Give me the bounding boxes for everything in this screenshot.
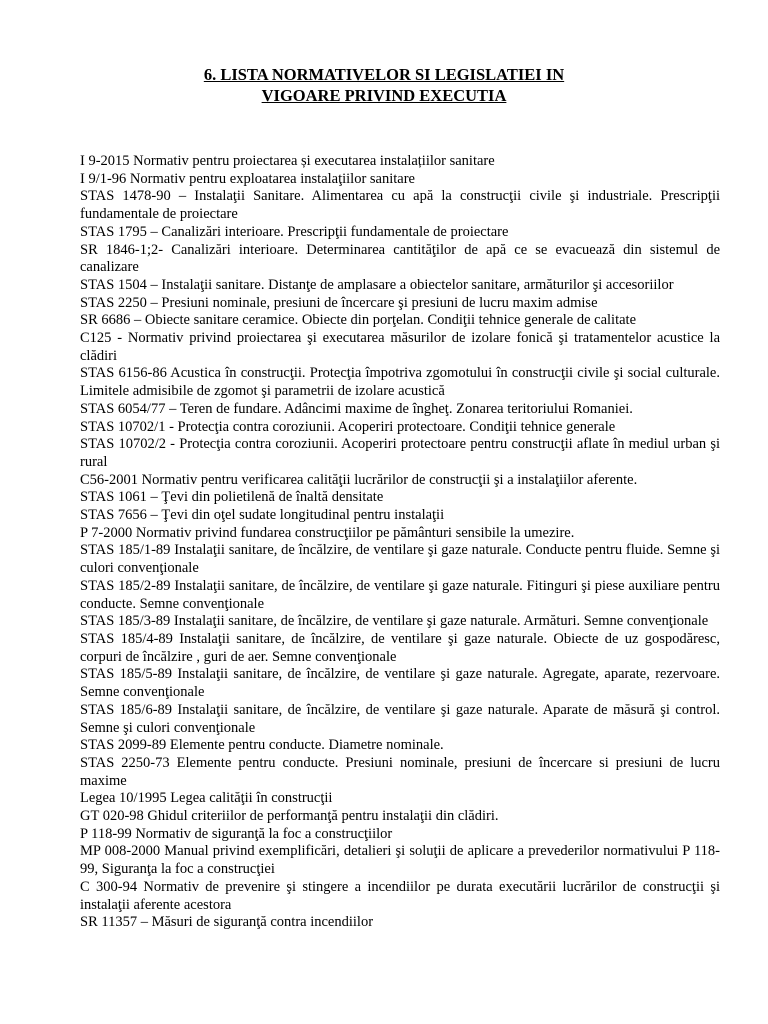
- list-item: SR 6686 – Obiecte sanitare ceramice. Obiecte din porţelan. Condiţii tehnice generale de calitate: [80, 312, 637, 329]
- standards-list: [80, 153, 720, 932]
- list-item: STAS 6054/77 – Teren de fundare. Adâncimi maxime de îngheţ. Zonarea teritoriului Romaniei.: [80, 400, 633, 417]
- list-item: C125 - Normativ privind proiectarea şi executarea măsurilor de izolare fonică şi tratamentelor acustice la clădiri: [80, 330, 720, 364]
- list-item: P 118-99 Normativ de siguranţă la foc a construcţiilor: [80, 825, 393, 842]
- list-item: SR 1846-1;2- Canalizări interioare. Determinarea cantităţilor de apă ce se evacuează din sistemul de canalizare: [80, 241, 720, 276]
- list-item: STAS 7656 – Ţevi din oţel sudate longitudinal pentru instalaţii: [80, 507, 445, 524]
- list-item: STAS 6156-86 Acustica în construcţii. Protecţia împotriva zgomotului în construcţii civile şi social culturale. Limitele admisibile de zgomot şi parametrii de izolare acustică: [80, 365, 720, 400]
- list-item: STAS 185/2-89 Instalaţii sanitare, de încălzire, de ventilare şi gaze naturale. Fitinguri şi piese auxiliare pentru conducte. Semne convenţionale: [80, 577, 720, 612]
- title-line-2: VIGOARE PRIVIND EXECUTIA: [261, 86, 507, 105]
- list-item: STAS 185/1-89 Instalaţii sanitare, de încălzire, de ventilare şi gaze naturale. Conducte pentru fluide. Semne şi culori convenţionale: [80, 542, 720, 577]
- list-item: C56-2001 Normativ pentru verificarea calităţii lucrărilor de construcţii şi a instalaţiilor aferente.: [80, 471, 638, 488]
- title-line-1: 6. LISTA NORMATIVELOR SI LEGISLATIEI IN: [203, 65, 565, 84]
- list-item: STAS 1061 – Ţevi din polietilenă de înaltă densitate: [80, 489, 384, 506]
- list-item: STAS 2099-89 Elemente pentru conducte. Diametre nominale.: [80, 737, 444, 754]
- list-item: STAS 10702/1 - Protecţia contra coroziunii. Acoperiri protectoare. Condiţii tehnice generale: [80, 418, 616, 435]
- list-item: STAS 185/3-89 Instalaţii sanitare, de încălzire, de ventilare şi gaze naturale. Armături. Semne convenţionale: [80, 613, 709, 630]
- list-item: STAS 185/4-89 Instalaţii sanitare, de încălzire, de ventilare şi gaze naturale. Obiecte de uz gospodăresc, corpuri de încălzire , guri de aer. Semne convenţionale: [80, 630, 720, 665]
- list-item: SR 11357 – Măsuri de siguranţă contra incendiilor: [80, 914, 374, 931]
- list-item: STAS 1478-90 – Instalaţii Sanitare. Alimentarea cu apă la construcţii civile şi industriale. Prescripţii fundamentale de proiectare: [80, 188, 720, 223]
- list-item: P 7-2000 Normativ privind fundarea construcţiilor pe pământuri sensibile la umezire.: [80, 524, 575, 541]
- list-item: STAS 1795 – Canalizări interioare. Prescripţii fundamentale de proiectare: [80, 223, 509, 240]
- list-item: Legea 10/1995 Legea calităţii în construcţii: [80, 790, 333, 807]
- list-item: STAS 10702/2 - Protecţia contra coroziunii. Acoperiri protectoare pentru construcţii aflate în mediul urban şi rural: [80, 436, 720, 470]
- document-title: [0, 64, 768, 106]
- list-item: I 9-2015 Normativ pentru proiectarea și executarea instalațiilor sanitare: [80, 153, 495, 169]
- list-item: C 300-94 Normativ de prevenire şi stingere a incendiilor pe durata executării lucrărilor de construcţii şi instalaţii aferente acestora: [80, 878, 720, 913]
- list-item: MP 008-2000 Manual privind exemplificări, detalieri şi soluţii de aplicare a prevederilor normativului P 118-99, Siguranţa la foc a construcţiei: [80, 843, 720, 878]
- list-item: I 9/1-96 Normativ pentru exploatarea instalaţiilor sanitare: [80, 170, 415, 187]
- list-item: STAS 2250-73 Elemente pentru conducte. Presiuni nominale, presiuni de încercare si presiuni de lucru maxime: [80, 754, 720, 789]
- list-item: STAS 1504 – Instalaţii sanitare. Distanţe de amplasare a obiectelor sanitare, armăturilor şi accesoriilor: [80, 276, 674, 293]
- list-item: GT 020-98 Ghidul criteriilor de performanţă pentru instalaţii din clădiri.: [80, 808, 499, 825]
- list-item: STAS 185/6-89 Instalaţii sanitare, de încălzire, de ventilare şi gaze naturale. Aparate de măsură şi control. Semne şi culori convenţionale: [80, 701, 720, 736]
- list-item: STAS 2250 – Presiuni nominale, presiuni de încercare şi presiuni de lucru maxim admise: [80, 294, 598, 311]
- list-item: STAS 185/5-89 Instalaţii sanitare, de încălzire, de ventilare şi gaze naturale. Agregate, aparate, rezervoare. Semne convenţionale: [80, 666, 720, 701]
